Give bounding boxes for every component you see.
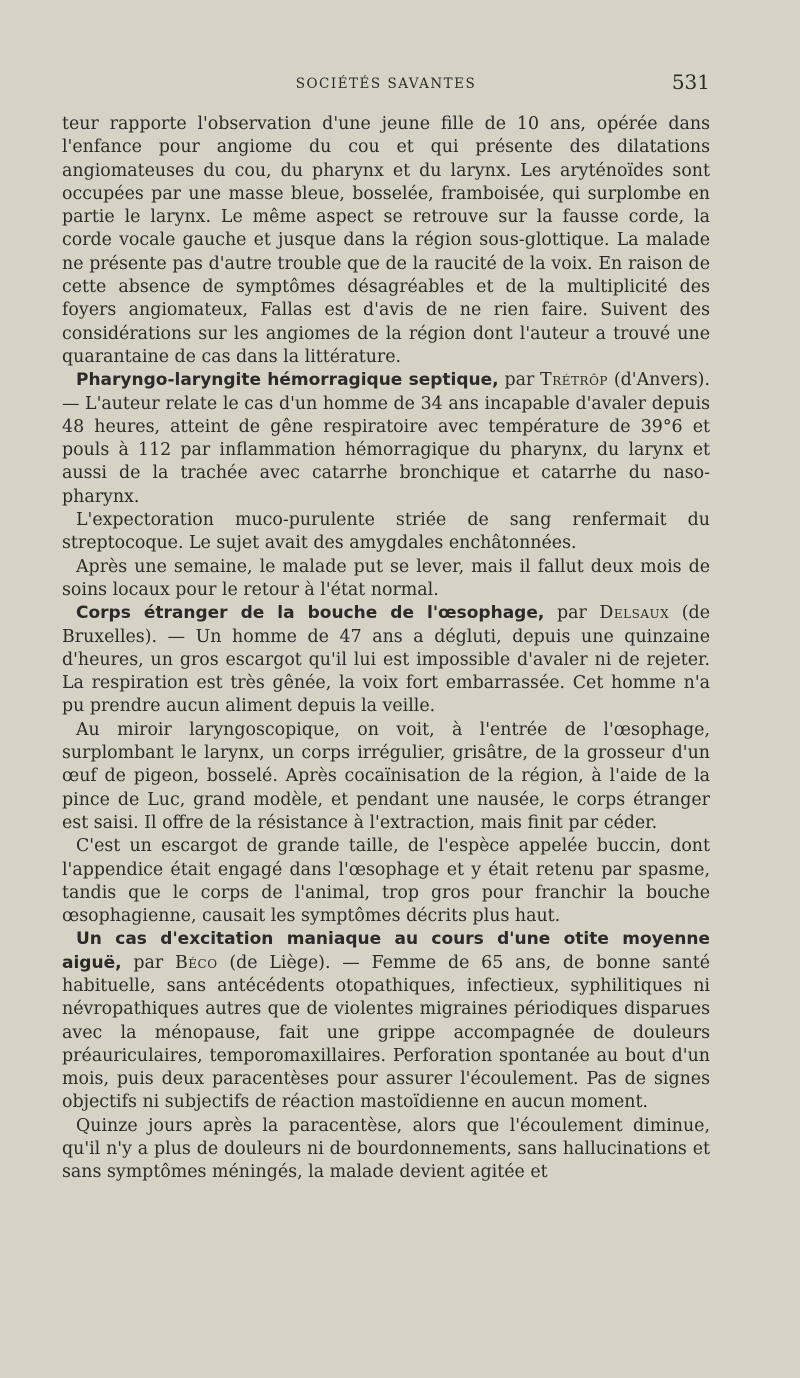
author-name: Trétrôp — [540, 370, 609, 391]
paragraph-text: teur rapporte l'observation d'une jeune fille de 10 ans, opérée dans l'enfance pour angiome du cou et qui présente des dilatations angiomateuses du cou, du pharynx et du larynx. Les aryténoïdes sont occupées par une masse bleue, bosselée, framboisée, qui surplombe en partie le larynx. Le même aspect se retrouve sur la fausse corde, la corde vocale gauche et jusque dans la région sous-glottique. La malade ne présente pas d'autre trouble que de la raucité de la voix. En raison de cette absence de symptômes désagréables et de la multiplicité des foyers angiomateux, Fallas est d'avis de ne rien faire. Suivent des considérations sur les angiomes de la région dont l'auteur a trouvé une quarantaine de cas dans la littérature. — [62, 114, 710, 367]
author-name: Delsaux — [599, 603, 670, 624]
paragraph-2 — [62, 369, 710, 509]
paragraph-text: Au miroir laryngoscopique, on voit, à l'entrée de l'œsophage, surplombant le larynx, un corps irrégulier, grisâtre, de la grosseur d'un œuf de pigeon, bosselé. Après cocaïnisation de la région, à l'aide de la pince de Luc, grand modèle, et pendant une nausée, le corps étranger est saisi. Il offre de la résistance à l'extraction, mais finit par céder. — [62, 719, 710, 833]
paragraph-text: L'expectoration muco-purulente striée de sang renfermait du streptocoque. Le sujet avait des amygdales enchâtonnées. — [62, 510, 710, 554]
by-label: par — [121, 952, 175, 973]
section-title: Corps étranger de la bouche de l'œsophage, — [76, 603, 545, 624]
paragraph-text: Quinze jours après la paracentèse, alors que l'écoulement diminue, qu'il n'y a plus de douleurs ni de bourdonnements, sans hallucinations et sans symptômes méningés, la malade devient agitée et — [62, 1115, 710, 1183]
paragraph-8 — [62, 928, 710, 1114]
page-number: 531 — [671, 70, 710, 94]
paragraph-text: Après une semaine, le malade put se lever, mais il fallut deux mois de soins locaux pour le retour à l'état normal. — [62, 556, 710, 600]
by-label: par — [498, 370, 541, 391]
paragraph-text: (de Bruxelles). — Un homme de 47 ans a dégluti, depuis une quinzaine d'heures, un gros escargot qu'il lui est impossible d'avaler ni de rejeter. La respiration est très gênée, la voix fort embarrassée. Cet homme n'a pu prendre aucun aliment depuis la veille. — [62, 603, 710, 717]
by-label: par — [544, 603, 600, 624]
section-title: Un cas d'excitation maniaque au cours d'une otite moyenne aiguë, — [62, 929, 710, 973]
running-head: SOCIÉTÉS SAVANTES — [295, 76, 477, 92]
paragraph-5 — [62, 602, 710, 718]
page-header — [62, 70, 710, 98]
author-name: Béco — [174, 952, 218, 973]
section-title: Pharyngo-laryngite hémorragique septique, — [76, 370, 499, 391]
paragraph-text: C'est un escargot de grande taille, de l'espèce appelée buccin, dont l'appendice était engagé dans l'œsophage et y était retenu par spasme, tandis que le corps de l'animal, trop gros pour franchir la bouche œsophagienne, causait les symptômes décrits plus haut. — [62, 836, 710, 927]
paragraph-6 — [62, 719, 710, 835]
paragraph-text: (de Liège). — Femme de 65 ans, de bonne santé habituelle, sans antécédents otopathiques, infectieux, syphilitiques ni névropathiques autres que de violentes migraines périodiques disparues avec la ménopause, fait une grippe accompagnée de douleurs préauriculaires, temporomaxillaires. Perforation spontanée au bout d'un mois, puis deux paracentèses pour assurer l'écoulement. Pas de signes objectifs ni subjectifs de réaction mastoïdienne en aucun moment. — [62, 952, 711, 1113]
paragraph-1 — [62, 113, 710, 369]
paragraph-3 — [62, 509, 710, 556]
body-text — [62, 113, 710, 1185]
paragraph-7 — [62, 835, 710, 928]
paragraph-text: (d'Anvers). — L'auteur relate le cas d'un homme de 34 ans incapable d'avaler depuis 48 heures, atteint de gêne respiratoire avec température de 39°6 et pouls à 112 par inflammation hémorragique du pharynx, du larynx et aussi de la trachée avec catarrhe bronchique et catarrhe du naso-pharynx. — [62, 370, 710, 507]
paragraph-9 — [62, 1115, 710, 1185]
paragraph-4 — [62, 556, 710, 603]
